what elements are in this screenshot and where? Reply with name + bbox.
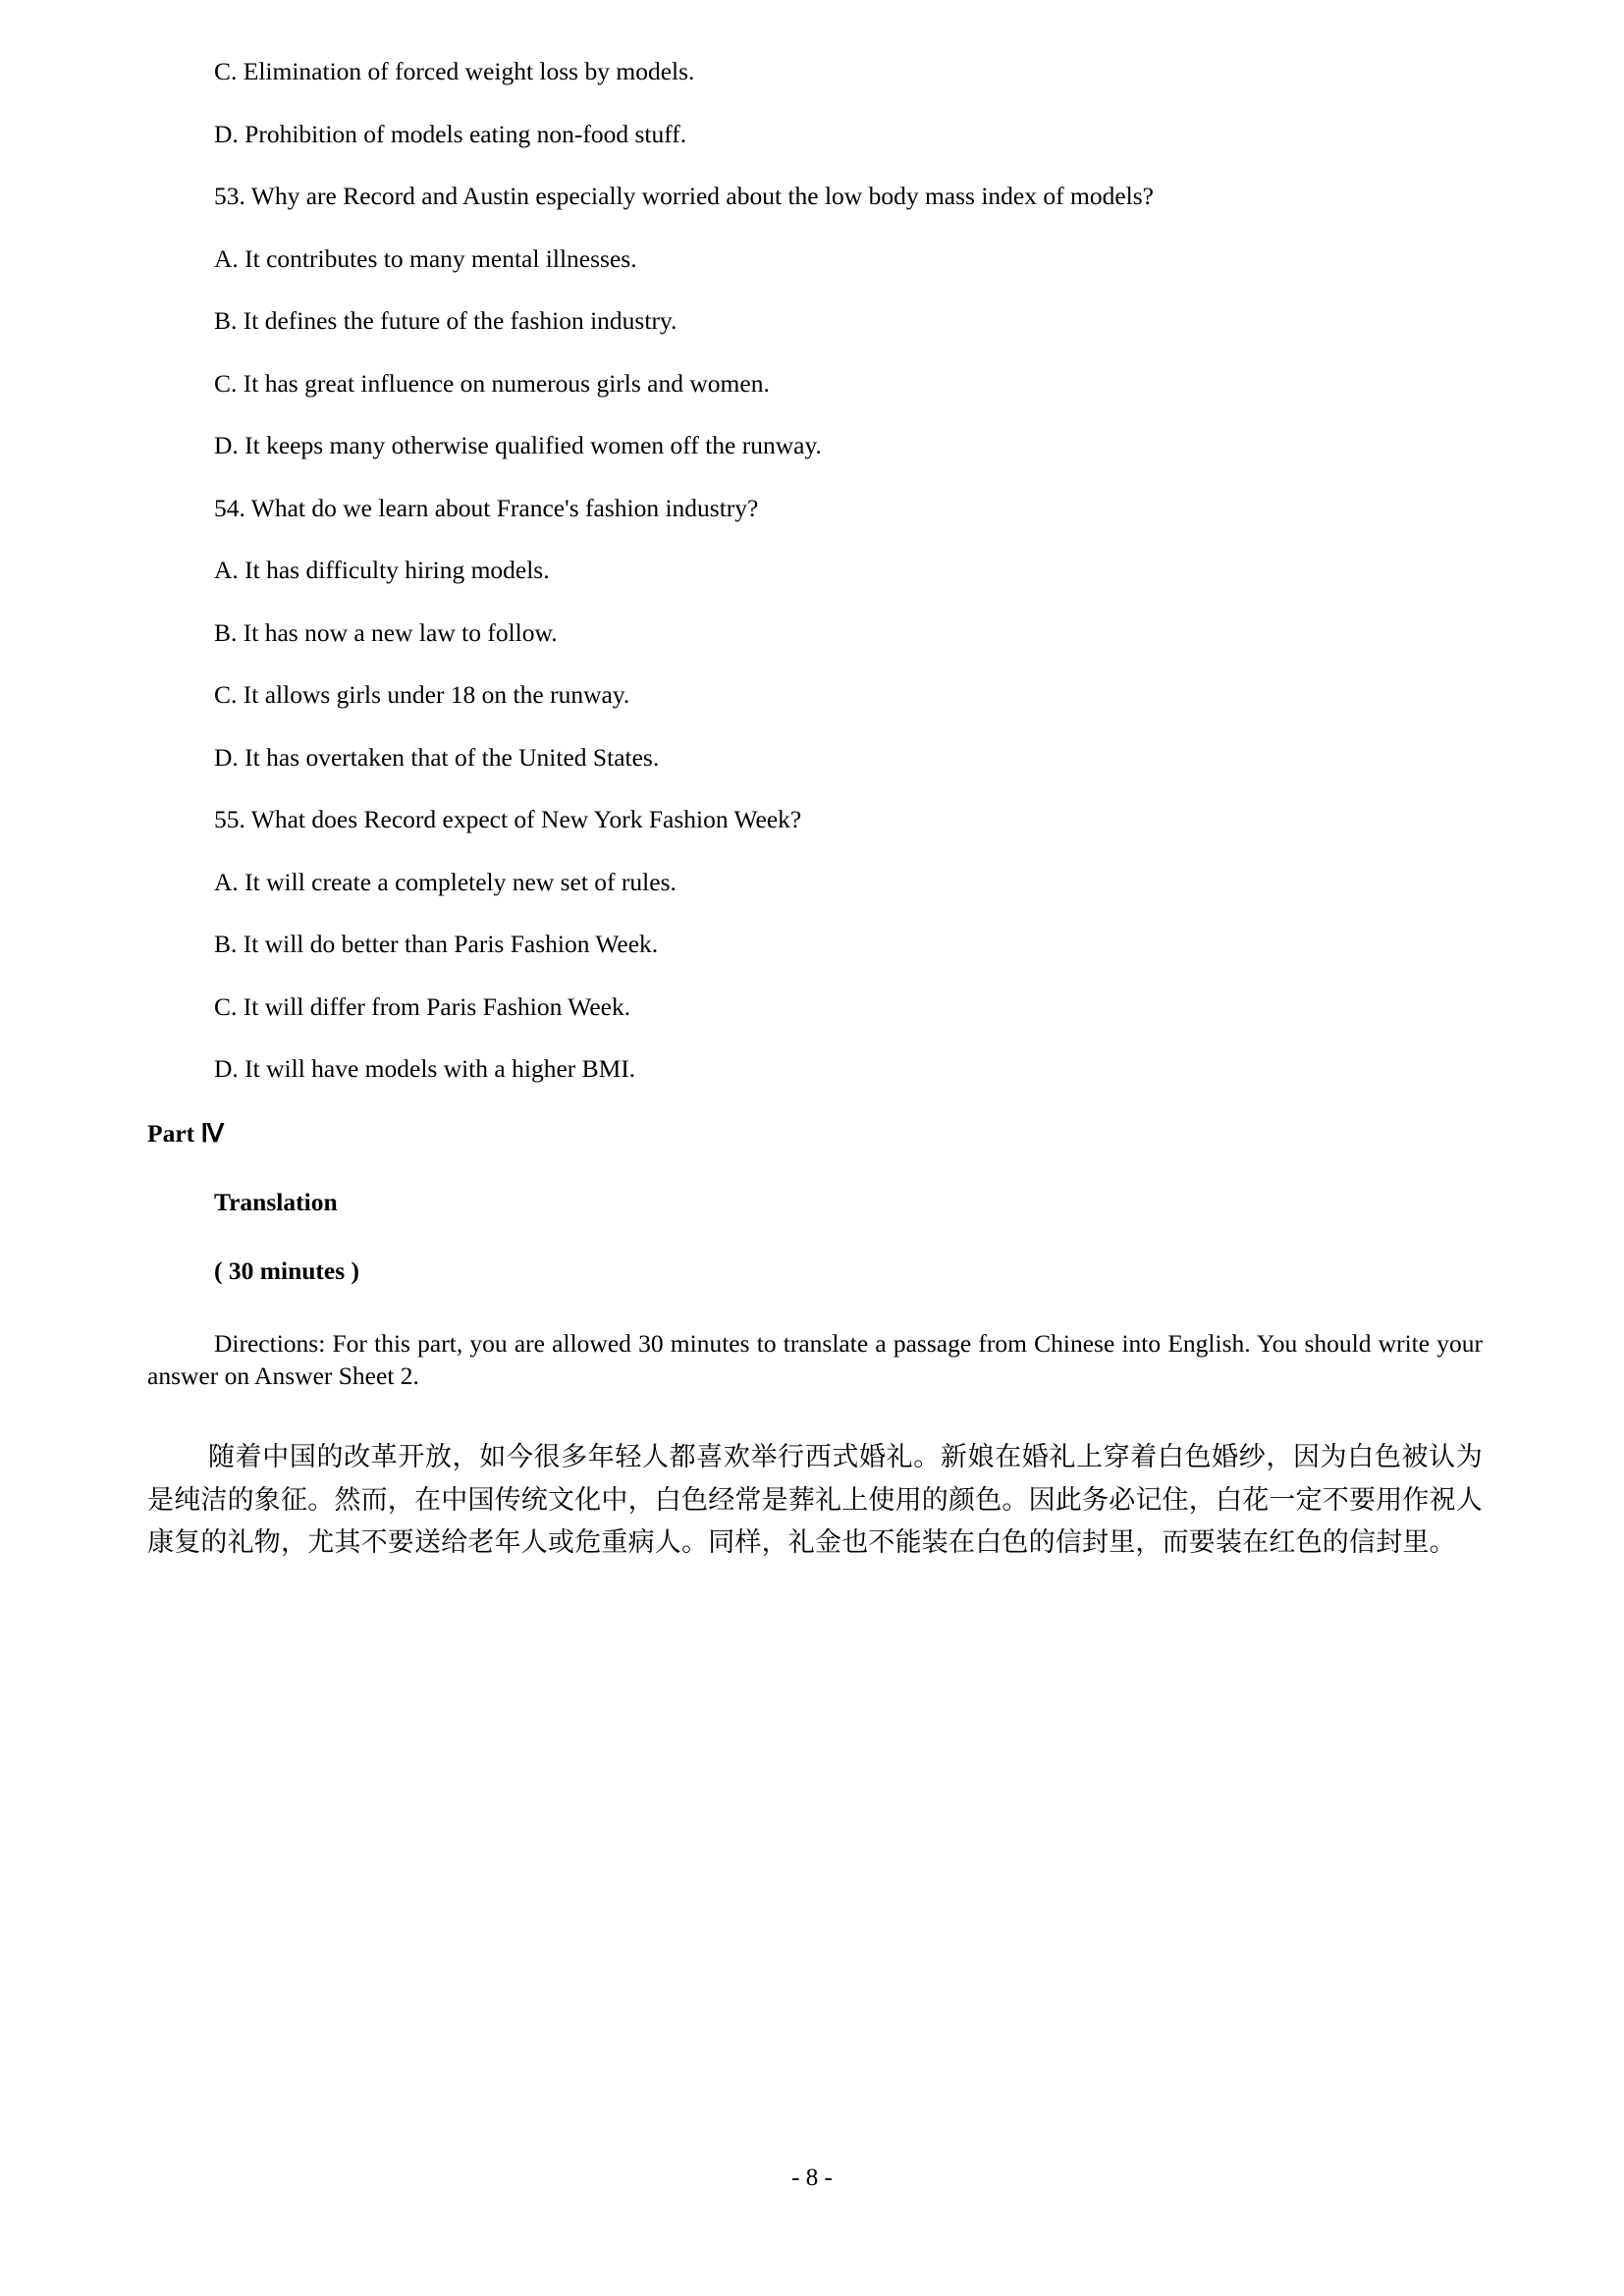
option-item: A. It will create a completely new set of rules. xyxy=(214,867,677,896)
option-item: D. It keeps many otherwise qualified women off the runway. xyxy=(214,431,822,459)
part-heading: Part Ⅳ xyxy=(147,1118,225,1148)
question-item: 55. What does Record expect of New York Fashion Week? xyxy=(214,805,802,833)
directions-text: Directions: For this part, you are allowed 30 minutes to translate a passage from Chinese into English. You should write your answer on Answer Sheet 2. xyxy=(147,1328,1483,1391)
section-title: Translation xyxy=(214,1187,338,1216)
page-content xyxy=(147,59,1483,1565)
option-item: B. It defines the future of the fashion industry. xyxy=(214,306,677,335)
option-item: C. It has great influence on numerous girls and women. xyxy=(214,368,770,398)
time-limit-label: ( 30 minutes ) xyxy=(214,1255,360,1285)
option-item: B. It will do better than Paris Fashion Week. xyxy=(214,930,659,958)
option-item: C. It allows girls under 18 on the runway. xyxy=(214,680,630,709)
option-item: D. It has overtaken that of the United States. xyxy=(214,742,660,772)
option-item: D. Prohibition of models eating non-food stuff. xyxy=(214,119,687,148)
option-item: D. It will have models with a higher BMI. xyxy=(214,1054,636,1083)
question-item: 53. Why are Record and Austin especially worried about the low body mass index of models? xyxy=(214,182,1154,210)
option-item: A. It has difficulty hiring models. xyxy=(214,556,550,584)
question-item: 54. What do we learn about France's fashion industry? xyxy=(214,493,759,522)
page-number: - 8 - xyxy=(791,2164,833,2191)
option-item: C. Elimination of forced weight loss by models. xyxy=(214,57,695,85)
option-item: C. It will differ from Paris Fashion Week. xyxy=(214,991,631,1021)
translation-passage: 随着中国的改革开放，如今很多年轻人都喜欢举行西式婚礼。新娘在婚礼上穿着白色婚纱，因为白色被认为是纯洁的象征。然而，在中国传统文化中，白色经常是葬礼上使用的颜色。因此务必记住，白花一定不要用作祝人康复的礼物，尤其不要送给老年人或危重病人。同样，礼金也不能装在白色的信封里，而要装在红色的信封里。 xyxy=(147,1441,1483,1559)
option-item: B. It has now a new law to follow. xyxy=(214,617,558,647)
option-item: A. It contributes to many mental illnesses. xyxy=(214,243,637,273)
